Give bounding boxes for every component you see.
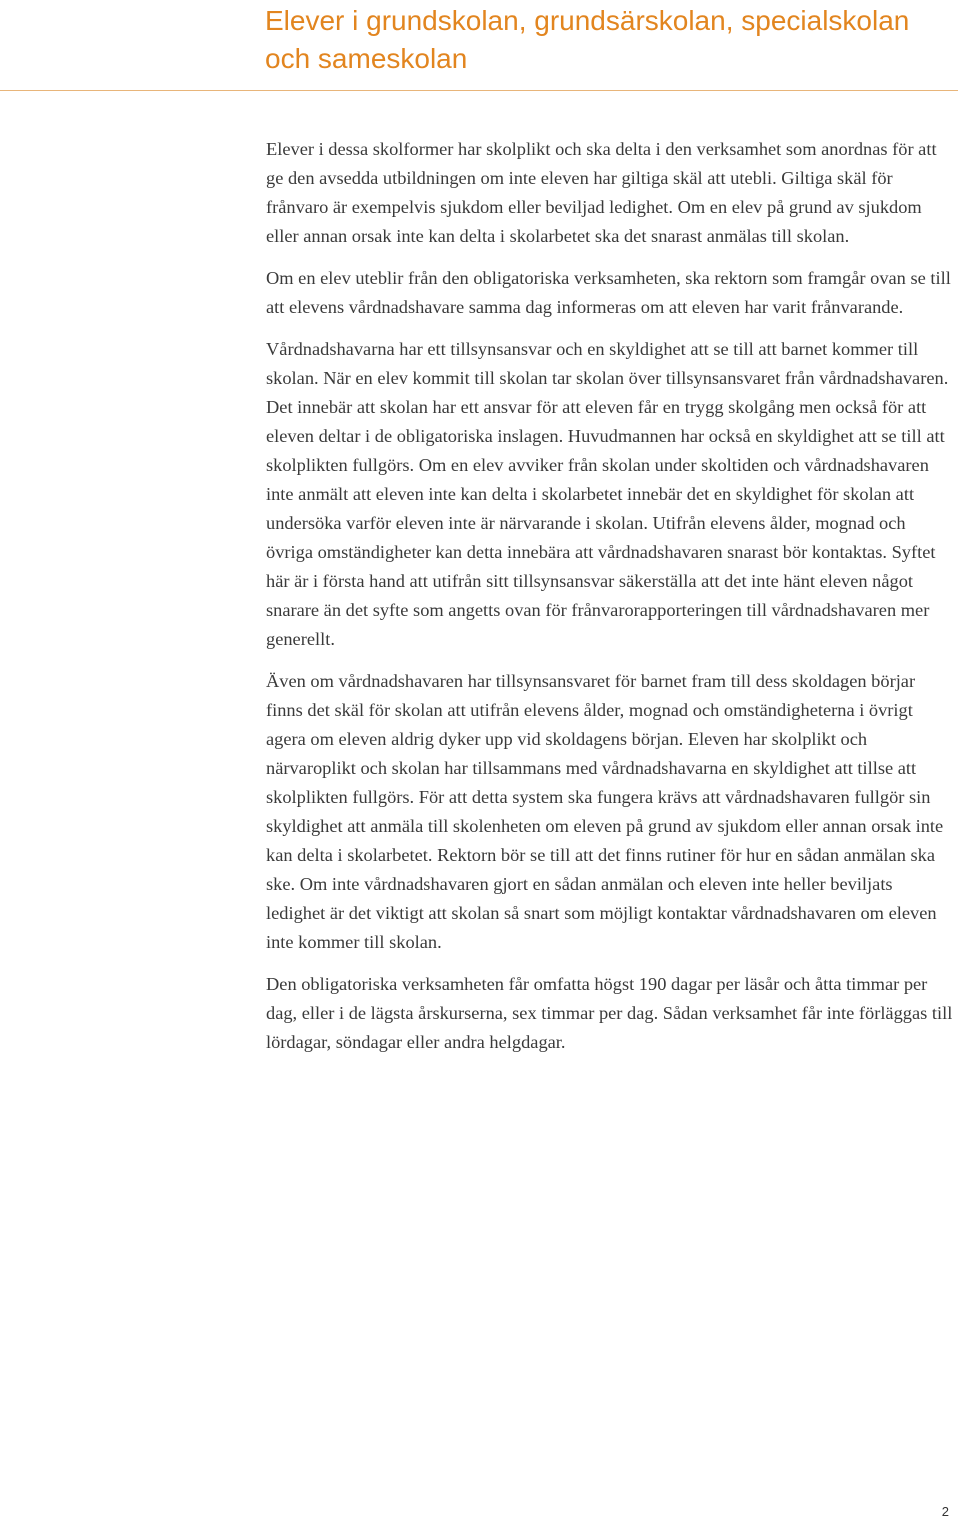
paragraph-1: Elever i dessa skolformer har skolplikt och ska delta i den verksamhet som anordnas för att ge den avsedda utbildningen om inte eleven har giltiga skäl att utebli. Giltiga skäl för frånvaro är exempelvis sjukdom eller beviljad ledighet. Om en elev på grund av sjukdom eller annan orsak inte kan delta i skolarbetet ska det snarast anmälas till skolan.	[266, 139, 937, 246]
page-title: Elever i grundskolan, grundsärskolan, specialskolan och sameskolan	[265, 5, 910, 74]
paragraph-2: Om en elev uteblir från den obligatoriska verksamheten, ska rektorn som framgår ovan se till att elevens vårdnadshavare samma dag informeras om att eleven har varit frånvarande.	[266, 268, 951, 317]
paragraph-3: Vårdnadshavarna har ett tillsynsansvar och en skyldighet att se till att barnet kommer till skolan. När en elev kommit till skolan tar skolan över tillsynsansvaret från vårdnadshavaren. Det innebär att skolan har ett ansvar för att eleven får en trygg skolgång men också för att eleven deltar i de obligatoriska inslagen. Huvudmannen har också en skyldighet att se till att skolplikten fullgörs. Om en elev avviker från skolan under skoltiden och vårdnadshavaren inte anmält att eleven inte kan delta i skolarbetet innebär det en skyldighet för skolan att undersöka varför eleven inte är närvarande i skolan. Utifrån elevens ålder, mognad och övriga omständigheter kan detta innebära att vårdnadshavaren snarast bör kontaktas. Syftet här är i första hand att utifrån sitt tillsynsansvar säkerställa att det inte hänt eleven något snarare än det syfte som angetts ovan för frånvarorapporteringen till vårdnadshavaren mer generellt.	[266, 339, 949, 649]
page-number: 2	[941, 1504, 949, 1519]
paragraph-5: Den obligatoriska verksamheten får omfatta högst 190 dagar per läsår och åtta timmar per dag, eller i de lägsta årskurserna, sex timmar per dag. Sådan verksamhet får inte förläggas till lördagar, söndagar eller andra helgdagar.	[266, 974, 953, 1052]
document-body	[266, 135, 956, 1057]
paragraph-4: Även om vårdnadshavaren har tillsynsansvaret för barnet fram till dess skoldagen börjar finns det skäl för skolan att utifrån elevens ålder, mognad och omständigheterna i övrigt agera om eleven aldrig dyker upp vid skoldagens början. Eleven har skolplikt och närvaroplikt och skolan har tillsammans med vårdnadshavarna en skyldighet att tillse att skolplikten fullgörs. För att detta system ska fungera krävs att vårdnadshavaren fullgör sin skyldighet att anmäla till skolenheten om eleven på grund av sjukdom eller annan orsak inte kan delta i skolarbetet. Rektorn bör se till att det finns rutiner för hur en sådan anmälan ska ske. Om inte vårdnadshavaren gjort en sådan anmälan och eleven inte heller beviljats ledighet är det viktigt att skolan så snart som möjligt kontaktar vårdnadshavaren om eleven inte kommer till skolan.	[266, 671, 944, 952]
title-divider	[0, 90, 958, 91]
